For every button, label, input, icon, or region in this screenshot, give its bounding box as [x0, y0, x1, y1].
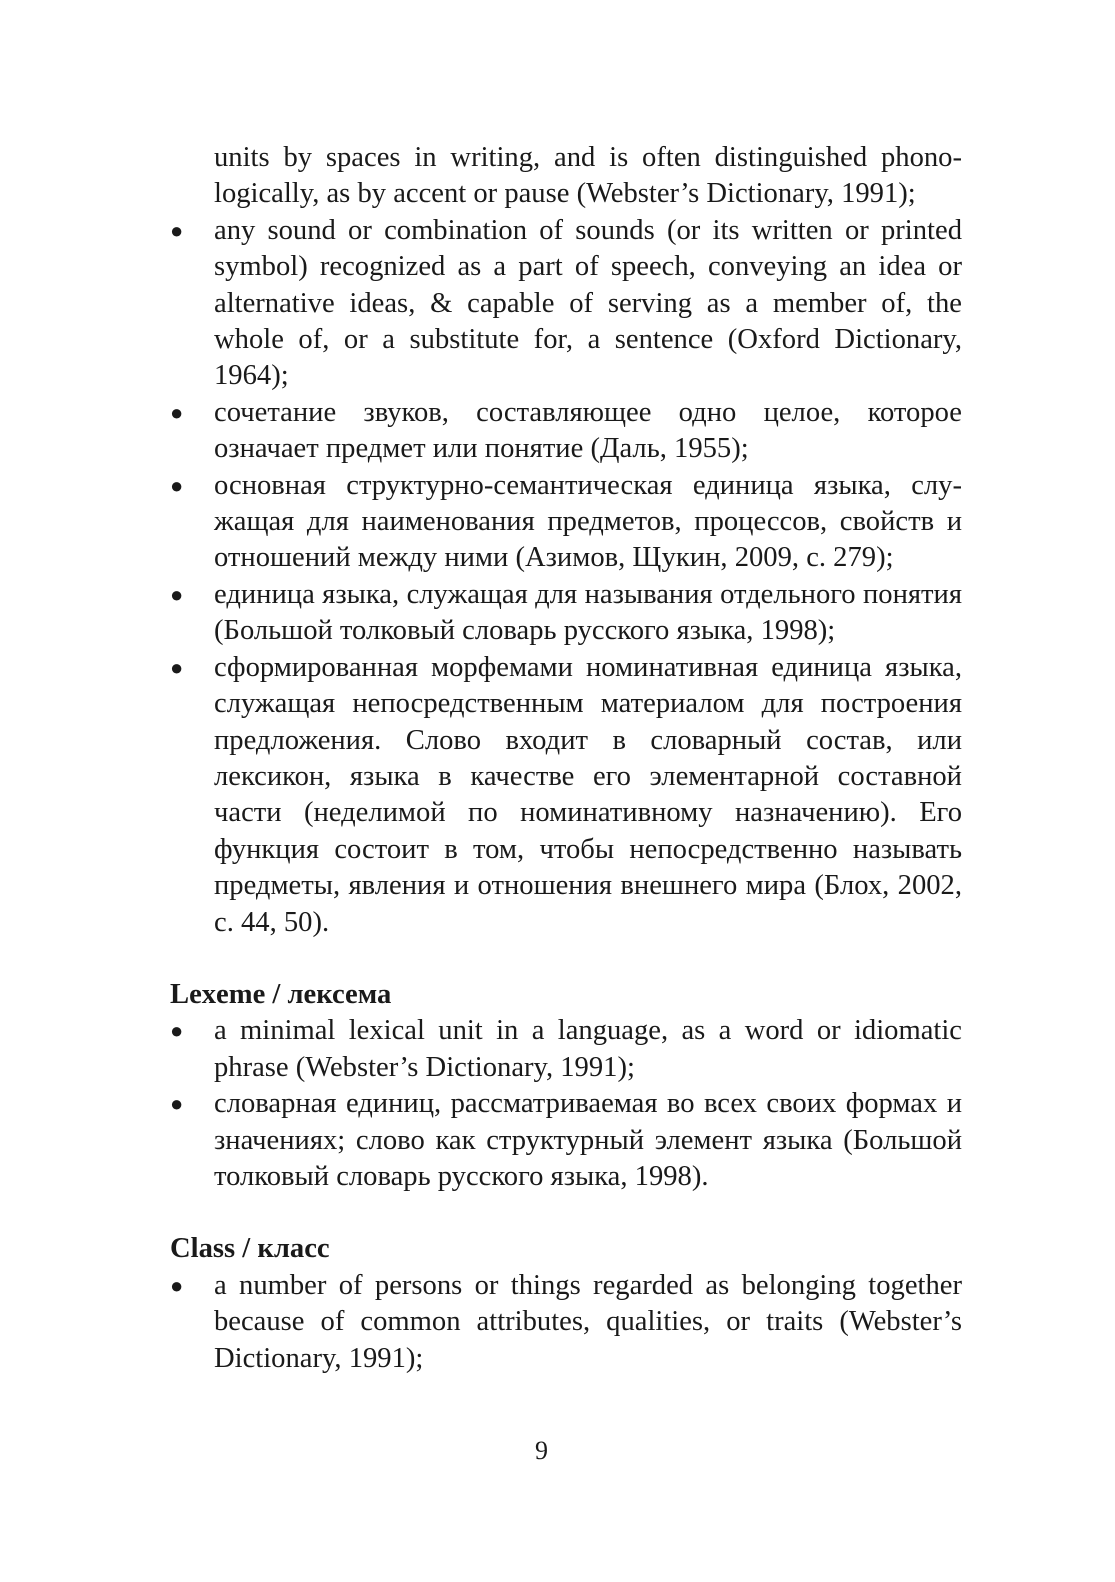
bullet-icon: ●	[170, 1272, 184, 1298]
class-definitions-list	[170, 1268, 962, 1377]
section-title-lexeme: Lexeme / лексема	[170, 978, 392, 1010]
definition-text: словарная единиц, рассматриваемая во всех своих формах и значениях; слово как структурный элемент языка (Большой толковый словарь русского языка, 1998).	[214, 1088, 962, 1192]
list-item	[170, 1013, 962, 1086]
bullet-icon: ●	[170, 1018, 184, 1044]
word-definitions-list	[170, 213, 962, 941]
list-item	[170, 1268, 962, 1377]
bullet-icon: ●	[170, 581, 184, 607]
definition-text: сочетание звуков, составляющее одно целое, которое означает предмет или понятие (Даль, 1955);	[214, 396, 962, 465]
list-item	[170, 1086, 962, 1195]
list-item	[170, 468, 962, 577]
lexeme-definitions-list	[170, 1013, 962, 1195]
bullet-icon: ●	[170, 399, 184, 425]
page-number: 9	[535, 1436, 548, 1465]
definition-text: единица языка, служащая для называния отдельного понятия (Большой толковый словарь русского языка, 1998);	[214, 578, 962, 647]
bullet-icon: ●	[170, 217, 184, 243]
definition-text: a number of persons or things regarded as belonging together because of common attributes, qualities, or traits (Webster’s Dictionary, 1991);	[214, 1269, 962, 1374]
list-item	[170, 395, 962, 468]
definition-text: основная структурно-семантическая единица языка, служащая для наименования предметов, процессов, свойств и отношений между ними (Азимов, Щукин, 2009, с. 279);	[214, 469, 962, 574]
section-title-class: Class / класс	[170, 1233, 330, 1265]
list-item	[170, 213, 962, 395]
bullet-icon: ●	[170, 472, 184, 498]
definition-text: a minimal lexical unit in a language, as a word or idiomatic phrase (Webster’s Dictionary, 1991);	[214, 1015, 962, 1083]
definition-text: any sound or combination of sounds (or its written or printed symbol) recognized as a part of speech, conveying an idea or alternative ideas, & capable of serving as a member of, the whole of, or a substitute for, a sentence (Oxford Dictionary, 1964);	[214, 214, 962, 392]
continued-definition: units by spaces in writing, and is often distinguished phonologically, as by accent or pause (Webster’s Dictionary, 1991);	[214, 142, 962, 210]
list-item	[170, 650, 962, 941]
bullet-icon: ●	[170, 654, 184, 680]
bullet-icon: ●	[170, 1091, 184, 1117]
page-content	[170, 140, 962, 1377]
definition-text: сформированная морфемами номинативная единица языка, служащая непосредственным материалом для построения предложения. Слово входит в словарный состав, или лексикон, языка в качестве его элементарной составной части (неделимой по номинативному назначению). Его функция состоит в том, чтобы непосредственно называть предметы, явления и отношения внешнего мира (Блох, 2002, с. 44, 50).	[214, 651, 962, 938]
list-item	[170, 577, 962, 650]
